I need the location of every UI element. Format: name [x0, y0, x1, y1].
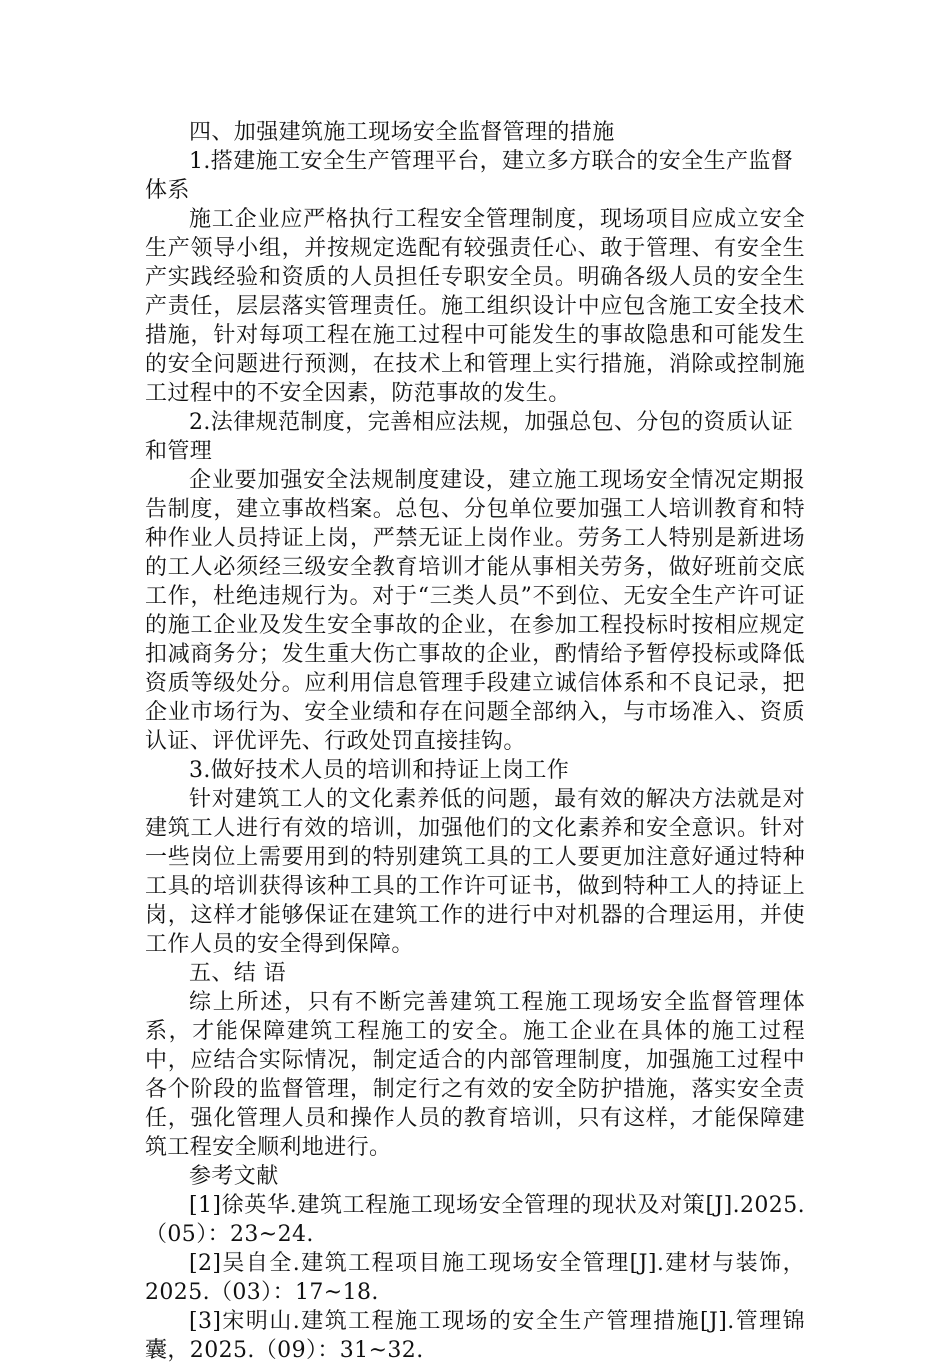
references-heading: 参考文献	[189, 1164, 279, 1189]
paragraph-regulations: 企业要加强安全法规制度建设，建立施工现场安全情况定期报告制度，建立事故档案。总包、分包单位要加强工人培训教育和特种作业人员持证上岗，严禁无证上岗作业。劳务工人特别是新进场的工人必须经三级安全教育培训才能从事相关劳务，做好班前交底工作，杜绝违规行为。对于“三类人员”不到位、无安全生产许可证的施工企业及发生安全事故的企业，在参加工程投标时按相应规定扣减商务分；发生重大伤亡事故的企业，酌情给予暂停投标或降低资质等级处分。应利用信息管理手段建立诚信体系和不良记录，把企业市场行为、安全业绩和存在问题全部纳入，与市场准入、资质认证、评优评先、行政处罚直接挂钩。	[145, 468, 805, 754]
section-heading-conclusion: 五、结 语	[189, 961, 286, 986]
subheading-platform: 1.搭建施工安全生产管理平台，建立多方联合的安全生产监督体系	[145, 149, 794, 203]
reference-item-2: [2]吴自全.建筑工程项目施工现场安全管理[J].建材与装饰，2025.（03）：17~18.	[145, 1251, 805, 1305]
document-body	[145, 118, 805, 1365]
section-heading-measures: 四、加强建筑施工现场安全监督管理的措施	[189, 120, 615, 145]
subheading-regulations: 2.法律规范制度，完善相应法规，加强总包、分包的资质认证和管理	[145, 410, 794, 464]
subheading-training: 3.做好技术人员的培训和持证上岗工作	[189, 758, 570, 783]
reference-item-1: [1]徐英华.建筑工程施工现场安全管理的现状及对策[J].2025.（05）：23~24.	[145, 1193, 805, 1247]
paragraph-conclusion: 综上所述，只有不断完善建筑工程施工现场安全监督管理体系，才能保障建筑工程施工的安全。施工企业在具体的施工过程中，应结合实际情况，制定适合的内部管理制度，加强施工过程中各个阶段的监督管理，制定行之有效的安全防护措施，落实安全责任，强化管理人员和操作人员的教育培训，只有这样，才能保障建筑工程安全顺利地进行。	[145, 990, 805, 1160]
reference-item-3: [3]宋明山.建筑工程施工现场的安全生产管理措施[J].管理锦囊，2025.（09）：31~32.	[145, 1309, 805, 1363]
paragraph-training: 针对建筑工人的文化素养低的问题，最有效的解决方法就是对建筑工人进行有效的培训，加强他们的文化素养和安全意识。针对一些岗位上需要用到的特别建筑工具的工人要更加注意好通过特种工具的培训获得该种工具的工作许可证书，做到特种工人的持证上岗，这样才能够保证在建筑工作的进行中对机器的合理运用，并使工作人员的安全得到保障。	[145, 787, 805, 957]
paragraph-platform: 施工企业应严格执行工程安全管理制度，现场项目应成立安全生产领导小组，并按规定选配有较强责任心、敢于管理、有安全生产实践经验和资质的人员担任专职安全员。明确各级人员的安全生产责任，层层落实管理责任。施工组织设计中应包含施工安全技术措施，针对每项工程在施工过程中可能发生的事故隐患和可能发生的安全问题进行预测，在技术上和管理上实行措施，消除或控制施工过程中的不安全因素，防范事故的发生。	[145, 207, 805, 406]
